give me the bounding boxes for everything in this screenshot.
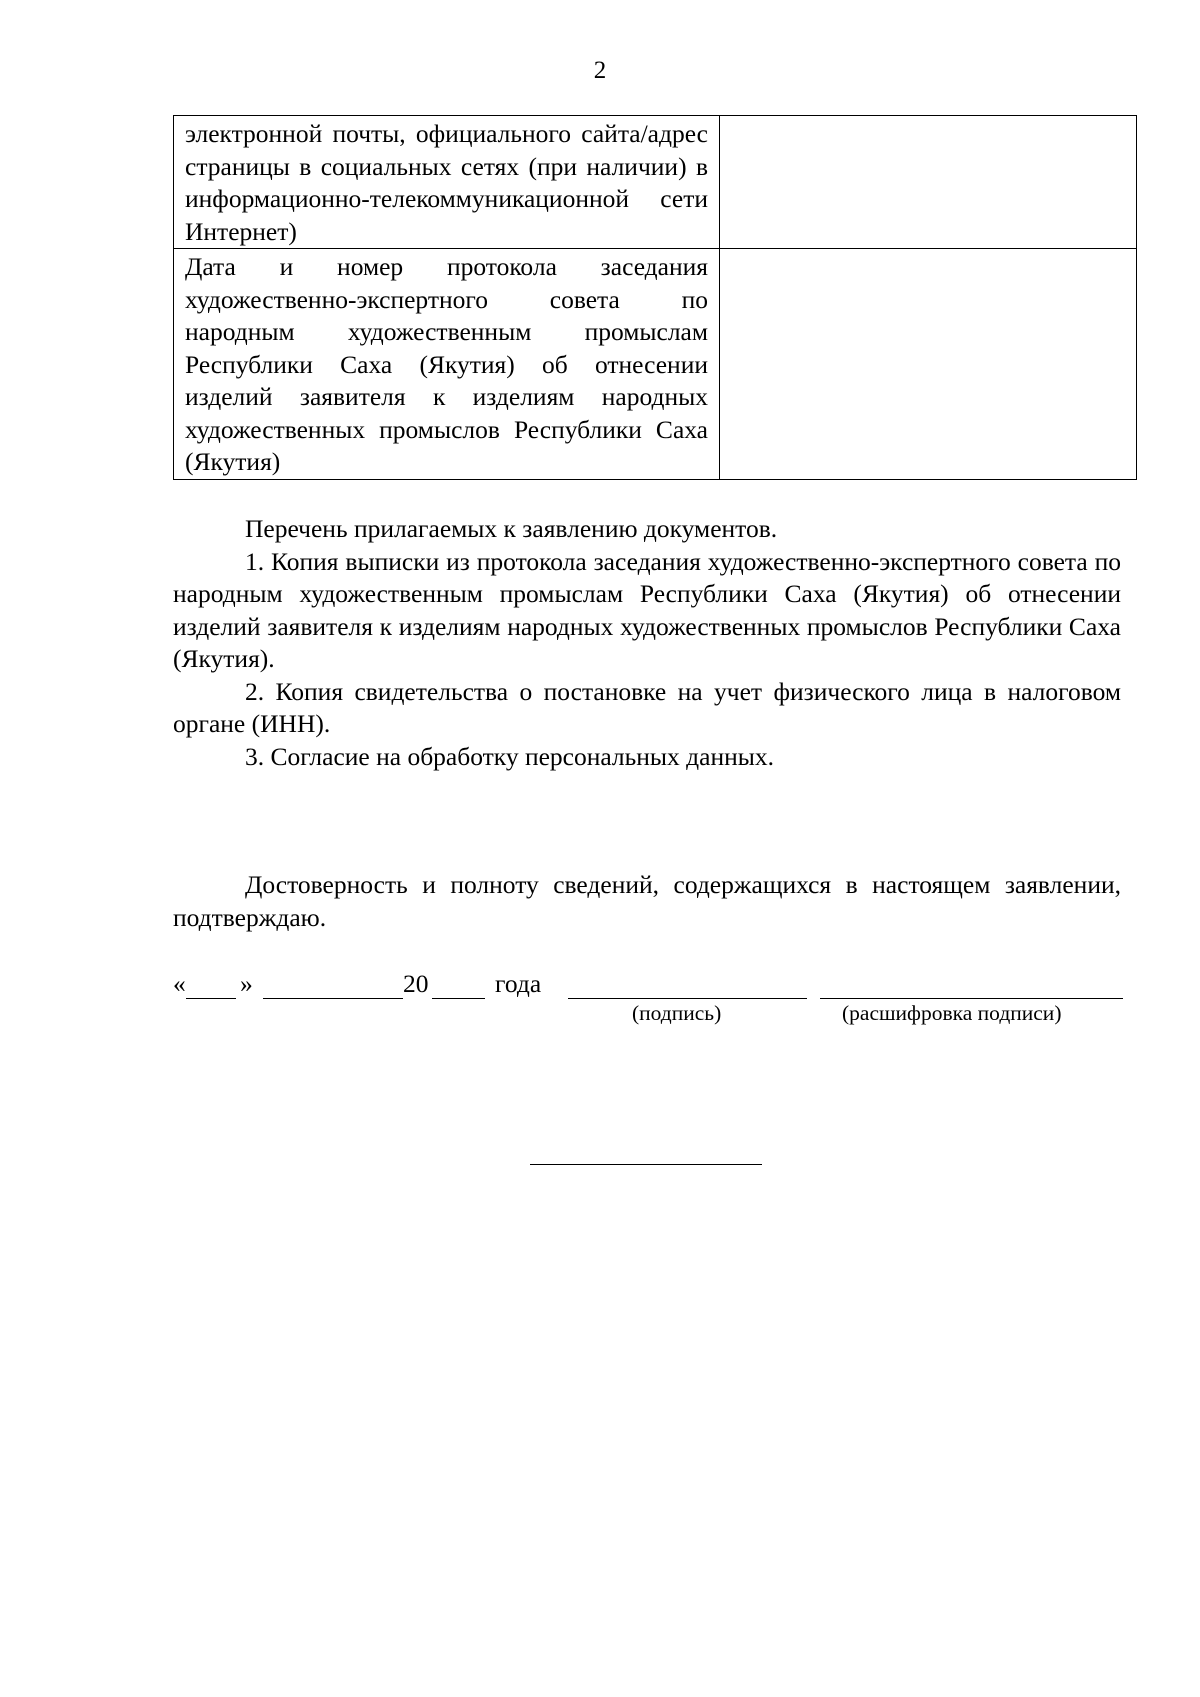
attachments-list [173, 513, 1121, 773]
application-details-table [173, 115, 1137, 480]
page-number: 2 [593, 57, 607, 84]
signature-decoding-field[interactable] [820, 998, 1123, 999]
signature-line [173, 967, 1123, 1001]
end-of-document-rule [530, 1164, 762, 1165]
attachment-item: 2. Копия свидетельства о постановке на учет физического лица в налоговом органе (ИНН). [173, 676, 1121, 738]
attachment-item: 1. Копия выписки из протокола заседания художественно-экспертного совета по народным художественным промыслам Республики Саха (Якутия) об отнесении изделий заявителя к изделиям народных художественных промыслов Республики Саха (Якутия). [173, 546, 1121, 673]
confirmation-text: Достоверность и полноту сведений, содержащихся в настоящем заявлении, подтверждаю. [173, 870, 1121, 932]
confirmation-block [173, 869, 1121, 934]
table-row [174, 116, 1137, 249]
year-suffix: года [495, 969, 542, 998]
decoding-caption: (расшифровка подписи) [842, 1001, 1062, 1025]
table-row-label: электронной почты, официального сайта/адрес страницы в социальных сетях (при наличии) в информационно-телекоммуникационной сети Интернет) [174, 116, 720, 249]
table-row-value-field[interactable] [720, 249, 1137, 480]
month-field[interactable] [263, 998, 403, 999]
signature-field[interactable] [568, 998, 807, 999]
attachments-heading: Перечень прилагаемых к заявлению документов. [245, 514, 778, 543]
table-row [174, 249, 1137, 480]
quote-close: » [240, 969, 253, 998]
day-field[interactable] [186, 998, 236, 999]
signature-caption: (подпись) [632, 1001, 722, 1025]
table-row-label: Дата и номер протокола заседания художественно-экспертного совета по народным художественным промыслам Республики Саха (Якутия) об отнесении изделий заявителя к изделиям народных художественных промыслов Республики Саха (Якутия) [174, 249, 720, 480]
year-field[interactable] [432, 998, 485, 999]
quote-open: « [173, 969, 186, 998]
attachment-item: 3. Согласие на обработку персональных данных. [245, 741, 775, 771]
year-prefix: 20 [403, 969, 429, 998]
table-row-value-field[interactable] [720, 116, 1137, 249]
